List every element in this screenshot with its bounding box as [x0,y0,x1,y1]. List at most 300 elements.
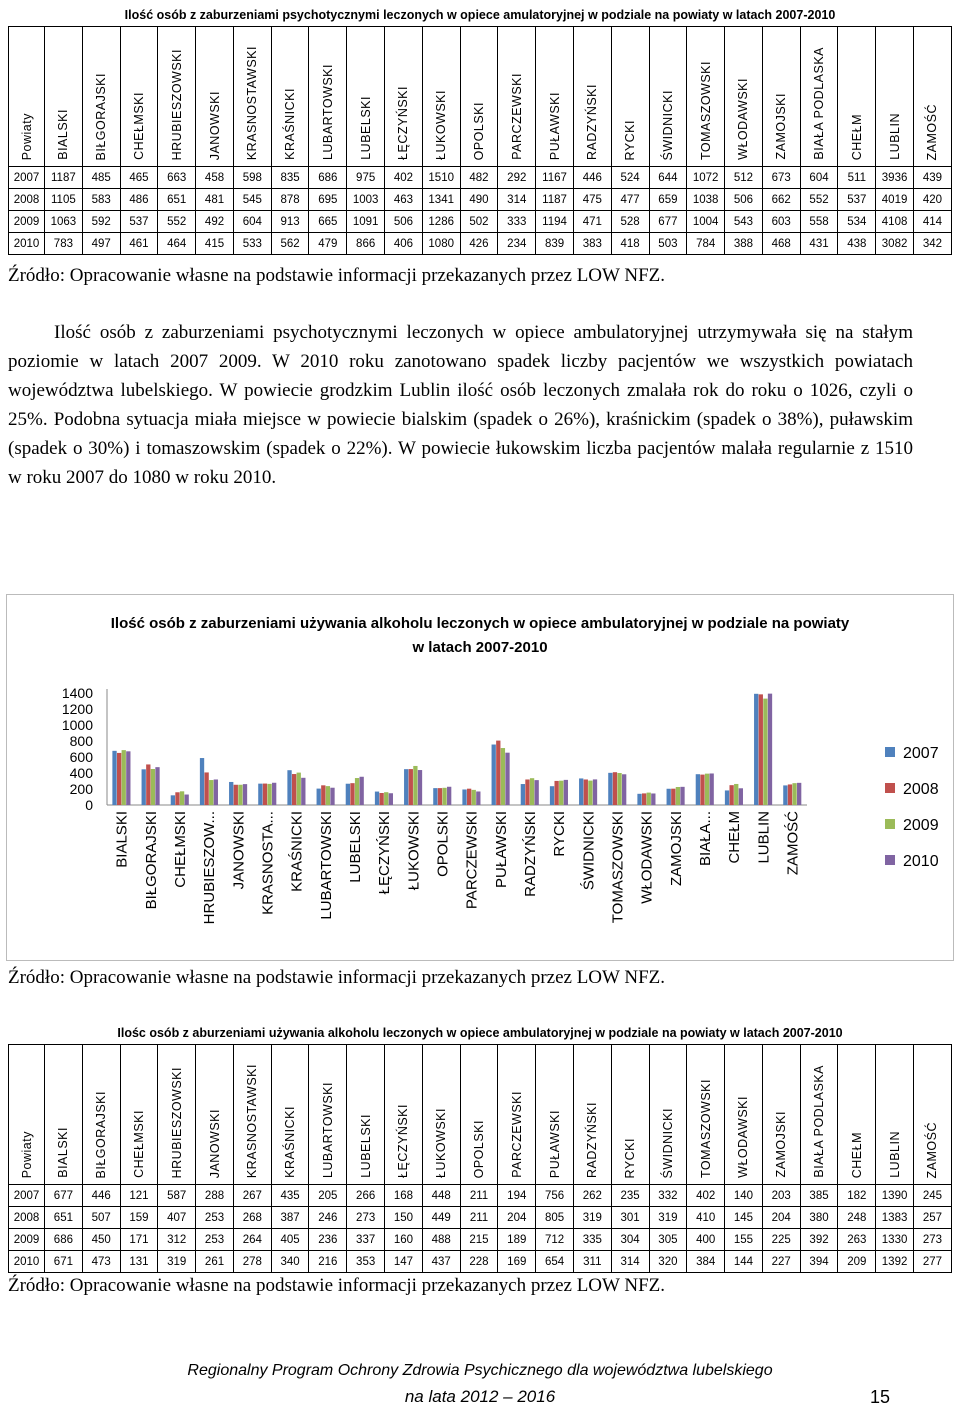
x-tick-label: RYCKI [551,811,569,857]
table-cell: 435 [271,1185,309,1207]
column-header-label: RADZYŃSKI [585,1101,600,1178]
bar [725,790,729,805]
table-cell: 268 [233,1207,271,1229]
table-cell: 263 [838,1229,876,1251]
bar [739,788,743,805]
table-cell: 400 [687,1229,725,1251]
column-header-label: BIAŁA PODLASKA [812,1065,827,1178]
column-header [271,27,309,167]
table-cell: 394 [800,1251,838,1273]
column-header [876,27,914,167]
x-tick-label: BIAŁA... [696,811,714,867]
table-cell: 314 [498,189,536,211]
table-cell: 248 [838,1207,876,1229]
bar [759,694,763,805]
table-cell: 502 [460,211,498,233]
table-cell: 592 [82,211,120,233]
column-header-label: KRAŚNICKI [283,88,298,160]
table-cell: 131 [120,1251,158,1273]
table-cell: 209 [838,1251,876,1273]
table-cell: 342 [913,233,951,255]
table-cell: 311 [573,1251,611,1273]
bar [554,781,558,805]
bar [613,772,617,805]
y-tick-label: 200 [69,781,93,797]
chart-title: Ilość osób z zaburzeniami używania alkoholu leczonych w opiece ambulatoryjnej w podziale na powiaty w latach 2007-2010 [110,615,850,656]
bar [476,791,480,805]
x-tick-label: RADZYŃSKI [521,811,539,897]
bar [243,784,247,805]
table-cell: 1091 [347,211,385,233]
table-cell: 552 [158,211,196,233]
table-cell: 278 [233,1251,271,1273]
table-cell: 543 [725,211,763,233]
table-cell: 659 [649,189,687,211]
bar [584,779,588,805]
column-header-label: KRAŚNICKI [283,1106,298,1178]
column-header-corner-label: Powiaty [19,1130,34,1178]
y-tick-label: 1200 [61,701,93,717]
table-cell: 171 [120,1229,158,1251]
bar [462,789,466,805]
table2-title: Ilośc osób z aburzeniami używania alkoholu leczonych w opiece ambulatoryjnej w podziale na powiaty w latach 2007-2010 [9,1022,952,1045]
bar [651,793,655,805]
table-cell: 353 [347,1251,385,1273]
bar [763,699,767,805]
table-cell: 225 [762,1229,800,1251]
bar [622,774,626,805]
column-header [498,1045,536,1185]
column-header-label: JANOWSKI [207,1108,222,1178]
bar [122,750,126,805]
table-cell: 784 [687,233,725,255]
column-header-corner [9,27,45,167]
bar [355,778,359,805]
table-row [9,211,952,233]
column-header [800,27,838,167]
table-cell: 438 [838,233,876,255]
row-year: 2009 [9,211,45,233]
bar [442,788,446,805]
y-tick-label: 1400 [61,685,93,701]
table-cell: 405 [271,1229,309,1251]
column-header-label: KRASNOSTAWSKI [245,45,260,160]
column-header-label: BIAŁA PODLASKA [812,47,827,160]
bar [501,748,505,805]
table-cell: 253 [196,1229,234,1251]
table-cell: 463 [385,189,423,211]
table-cell: 448 [422,1185,460,1207]
x-tick-label: PUŁAWSKI [492,811,510,888]
table-cell: 511 [838,167,876,189]
column-header [82,27,120,167]
bar [680,787,684,805]
table-cell: 1187 [45,167,83,189]
bar [142,769,146,805]
table-cell: 537 [838,189,876,211]
column-header-label: BIALSKI [56,1127,71,1178]
bar [530,778,534,805]
bar [330,788,334,805]
page-number: 15 [870,1387,891,1407]
table-cell: 686 [309,167,347,189]
table-row [9,167,952,189]
table-cell: 266 [347,1185,385,1207]
column-header [611,27,649,167]
x-tick-label: CHEŁM [726,811,744,864]
column-header-label: OPOLSKI [471,101,486,160]
table-cell: 756 [536,1185,574,1207]
column-header [649,27,687,167]
y-tick-label: 0 [85,797,93,813]
table-cell: 558 [800,211,838,233]
table-cell: 236 [309,1229,347,1251]
table-cell: 145 [725,1207,763,1229]
column-header-label: WŁODAWSKI [736,78,751,160]
legend-swatch [885,747,895,757]
table-cell: 418 [611,233,649,255]
table-cell: 312 [158,1229,196,1251]
column-header-label: LUBARTOWSKI [320,63,335,160]
table-cell: 534 [838,211,876,233]
table-cell: 1383 [876,1207,914,1229]
table-cell: 4019 [876,189,914,211]
column-header [460,27,498,167]
table-cell: 319 [573,1207,611,1229]
y-tick-label: 400 [69,765,93,781]
column-header-label: BIALSKI [56,109,71,160]
bar [671,789,675,805]
table-cell: 598 [233,167,271,189]
column-header-label: PUŁAWSKI [547,91,562,160]
table-cell: 1038 [687,189,725,211]
y-tick-label: 800 [69,733,93,749]
row-year: 2007 [9,167,45,189]
bar [375,792,379,805]
table-cell: 604 [800,167,838,189]
table-cell: 878 [271,189,309,211]
x-tick-label: HRUBIESZOW... [201,811,219,925]
table-cell: 677 [649,211,687,233]
table-cell: 1392 [876,1251,914,1273]
bar [126,751,130,805]
column-header-label: LUBLIN [887,1131,902,1178]
column-header [158,1045,196,1185]
table-cell: 835 [271,167,309,189]
table-cell: 4108 [876,211,914,233]
bar [521,784,525,805]
column-header [498,27,536,167]
column-header-corner-label: Powiaty [19,112,34,160]
column-header-label: TOMASZOWSKI [698,60,713,160]
row-year: 2009 [9,1229,45,1251]
column-header [611,1045,649,1185]
column-header [838,27,876,167]
legend-swatch [885,855,895,865]
column-header [762,1045,800,1185]
column-header-label: LUBLIN [887,113,902,160]
column-header-label: HRUBIESZOWSKI [169,1066,184,1178]
table-cell: 866 [347,233,385,255]
table-cell: 335 [573,1229,611,1251]
bar [710,773,714,805]
table-cell: 805 [536,1207,574,1229]
footer-years: na lata 2012 – 2016 [404,1387,556,1406]
column-header-label: ŁĘCZYŃSKI [396,1104,411,1178]
table-cell: 461 [120,233,158,255]
table-cell: 686 [45,1229,83,1251]
column-header-label: ŚWIDNICKI [660,1107,675,1178]
table-cell: 446 [573,167,611,189]
column-header-label: PARCZEWSKI [509,73,524,160]
bar [676,787,680,805]
table-cell: 477 [611,189,649,211]
table-cell: 537 [120,211,158,233]
table-cell: 147 [385,1251,423,1273]
x-tick-label: KRASNOSTA... [259,811,277,915]
row-year: 2007 [9,1185,45,1207]
table-cell: 288 [196,1185,234,1207]
bar [564,780,568,805]
table-cell: 506 [385,211,423,233]
bar [287,770,291,805]
table-cell: 481 [196,189,234,211]
table-cell: 583 [82,189,120,211]
bar [696,774,700,805]
table-cell: 651 [158,189,196,211]
bar [559,781,563,805]
bar [209,780,213,805]
table-cell: 446 [82,1185,120,1207]
table-cell: 528 [611,211,649,233]
table-cell: 1063 [45,211,83,233]
column-header [536,1045,574,1185]
table-cell: 603 [762,211,800,233]
column-header-label: LUBELSKI [358,96,373,160]
bar [413,766,417,805]
column-header [158,27,196,167]
column-header [838,1045,876,1185]
table-cell: 314 [611,1251,649,1273]
table-cell: 420 [913,189,951,211]
column-header [233,1045,271,1185]
table-cell: 1105 [45,189,83,211]
x-tick-label: ZAMOJSKI [667,811,685,887]
x-tick-label: BIŁGORAJSKI [142,811,160,910]
column-header-label: PUŁAWSKI [547,1109,562,1178]
bar [360,777,364,805]
table-cell: 182 [838,1185,876,1207]
table-cell: 587 [158,1185,196,1207]
x-tick-label: CHEŁMSKI [171,811,189,888]
bar [267,784,271,805]
bar [535,780,539,805]
table-cell: 1187 [536,189,574,211]
table-cell: 228 [460,1251,498,1273]
column-header [309,1045,347,1185]
table-cell: 402 [687,1185,725,1207]
bar [229,782,233,805]
table-cell: 533 [233,233,271,255]
column-header [573,1045,611,1185]
column-header-label: ZAMOŚĆ [925,1121,940,1178]
table-cell: 204 [762,1207,800,1229]
table-cell: 507 [82,1207,120,1229]
bar [297,773,301,805]
column-header-label: BIŁGORAJSKI [94,1090,109,1178]
column-header [233,27,271,167]
column-header [649,1045,687,1185]
table-cell: 426 [460,233,498,255]
x-tick-label: KRAŚNICKI [288,811,306,892]
column-header [725,27,763,167]
row-year: 2010 [9,233,45,255]
table-cell: 301 [611,1207,649,1229]
column-header [347,1045,385,1185]
table-cell: 273 [347,1207,385,1229]
table-cell: 261 [196,1251,234,1273]
bar [593,779,597,805]
x-tick-label: ŚWIDNICKI [580,811,598,891]
table-cell: 319 [158,1251,196,1273]
table-cell: 712 [536,1229,574,1251]
legend-label: 2008 [903,781,939,798]
column-header-label: LUBELSKI [358,1114,373,1178]
table-cell: 245 [913,1185,951,1207]
alcohol-chart [6,594,954,961]
table-cell: 319 [649,1207,687,1229]
bar [214,779,218,805]
bar [379,793,383,805]
table-cell: 497 [82,233,120,255]
bar [550,786,554,805]
table-cell: 468 [762,233,800,255]
table-cell: 464 [158,233,196,255]
column-header-label: HRUBIESZOWSKI [169,48,184,160]
column-header-label: OPOLSKI [471,1119,486,1178]
table-cell: 783 [45,233,83,255]
table-cell: 437 [422,1251,460,1273]
column-header [385,27,423,167]
column-header-label: RYCKI [623,119,638,160]
table-cell: 1330 [876,1229,914,1251]
table-cell: 169 [498,1251,536,1273]
table-cell: 205 [309,1185,347,1207]
x-tick-label: LUBELSKI [346,811,364,883]
table-cell: 406 [385,233,423,255]
body-paragraph: Ilość osób z zaburzeniami psychotycznymi leczonych w opiece ambulatoryjnej utrzymywała się na stałym poziomie w latach 2007 2009. W 2010 roku zanotowano spadek liczby pacjentów we wszystkich powiatach województwa lubelskiego. W powiecie grodzkim Lublin ilość osób leczonych zmalała rok do roku o 1026, czyli o 25%. Podobna sytuacja miała miejsce w powiecie bialskim (spadek o 26%), kraśnickim (spadek o 38%), puławskim (spadek o 30%) i tomaszowskim (spadek o 22%). W powiecie łukowskim liczba pacjentów malała regularnie z 1510 w roku 2007 do 1080 w roku 2010. [8,322,913,488]
bar [647,793,651,805]
table-cell: 203 [762,1185,800,1207]
column-header [876,1045,914,1185]
table-cell: 194 [498,1185,536,1207]
row-year: 2008 [9,1207,45,1229]
table-row [9,1229,952,1251]
bar [326,786,330,805]
bar [447,787,451,805]
column-header-label: CHEŁM [849,113,864,160]
footer-program-title: Regionalny Program Ochrony Zdrowia Psychicznego dla województwa lubelskiego [187,1362,773,1379]
x-tick-label: OPOLSKI [434,811,452,877]
table-cell: 410 [687,1207,725,1229]
table-cell: 215 [460,1229,498,1251]
table-cell: 257 [913,1207,951,1229]
bar [667,789,671,805]
bar [185,795,189,805]
table-cell: 839 [536,233,574,255]
table-row [9,233,952,255]
table-cell: 662 [762,189,800,211]
column-header-label: ZAMOJSKI [774,1111,789,1178]
table-cell: 189 [498,1229,536,1251]
alcohol-disorders-table [8,1022,952,1273]
table-cell: 415 [196,233,234,255]
table-cell: 168 [385,1185,423,1207]
table-cell: 385 [800,1185,838,1207]
table-cell: 1341 [422,189,460,211]
bar [321,785,325,805]
column-header [800,1045,838,1185]
column-header [271,1045,309,1185]
table-cell: 340 [271,1251,309,1273]
bar [788,784,792,805]
bar [734,784,738,805]
table-cell: 488 [422,1229,460,1251]
x-tick-label: JANOWSKI [230,811,248,890]
column-header [762,27,800,167]
table-cell: 402 [385,167,423,189]
table-cell: 644 [649,167,687,189]
bar [617,773,621,805]
table-cell: 407 [158,1207,196,1229]
x-tick-label: LUBARTOWSKI [317,811,335,920]
table-cell: 155 [725,1229,763,1251]
y-tick-label: 1000 [61,717,93,733]
bar [492,745,496,805]
bar [301,778,305,805]
bar [272,783,276,805]
table-cell: 1167 [536,167,574,189]
x-tick-label: LUBLIN [755,811,773,864]
table-cell: 1072 [687,167,725,189]
bar [705,774,709,805]
table-cell: 503 [649,233,687,255]
bar [404,769,408,805]
table-cell: 320 [649,1251,687,1273]
bar [263,784,267,805]
column-header [347,27,385,167]
table-cell: 458 [196,167,234,189]
table-cell: 204 [498,1207,536,1229]
column-header [536,27,574,167]
column-header-label: BIŁGORAJSKI [94,72,109,160]
bar [292,774,296,805]
bar [642,793,646,805]
table-cell: 562 [271,233,309,255]
column-header-label: CHEŁM [849,1131,864,1178]
table-cell: 253 [196,1207,234,1229]
table-cell: 305 [649,1229,687,1251]
column-header [422,1045,460,1185]
x-tick-label: ŁĘCZYŃSKI [376,811,394,895]
table-cell: 473 [82,1251,120,1273]
table-cell: 211 [460,1185,498,1207]
column-header [422,27,460,167]
table-cell: 1390 [876,1185,914,1207]
table-cell: 651 [45,1207,83,1229]
bar [579,778,583,805]
column-header-label: WŁODAWSKI [736,1096,751,1178]
